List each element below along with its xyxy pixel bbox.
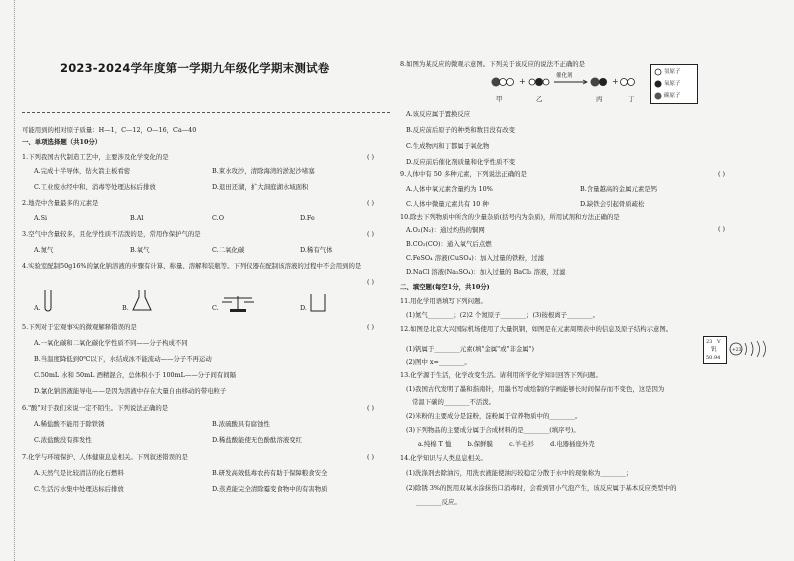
answer-paren: ( ): [367, 453, 375, 461]
option-a: A.完成十半导体，钻火箭主板看密: [34, 167, 131, 175]
molecule-label-3: 丙: [596, 95, 603, 103]
legend-hydrogen: 氢原子: [664, 69, 681, 75]
right-column: [400, 0, 775, 561]
molecule-label-1: 甲: [496, 95, 503, 103]
option-a: A.人体中氧元素含量约为 10%: [406, 185, 493, 193]
divider: [22, 112, 390, 113]
answer-paren: ( ): [367, 323, 375, 331]
option-d: D.稀有气体: [300, 246, 333, 254]
molecule-label-2: 乙: [536, 95, 543, 103]
answer-paren: ( ): [367, 278, 375, 286]
option-b: B.氧气: [130, 246, 150, 254]
left-column: [22, 0, 394, 561]
atom-structure-diagram: [729, 340, 771, 358]
atom-legend: [650, 64, 698, 104]
option-a: A.天然气是比较清洁的化石燃料: [34, 469, 124, 477]
option-b: B.Al: [130, 214, 144, 222]
answer-paren: ( ): [718, 170, 726, 178]
atomic-mass: 可能用到的相对原子质量：H—1，C—12，O—16，Ca—40: [22, 126, 197, 134]
option-c: C.浓盐酸没有挥发性: [34, 436, 92, 444]
beaker-icon: [310, 294, 326, 312]
atomic-number: 23: [706, 339, 713, 345]
option-d: D.缺铁会引起骨质疏松: [580, 200, 645, 208]
option-b: B.研发高效低毒农药有助于保障粮食安全: [212, 469, 328, 477]
option-d: D.退田还湖，扩大洞庭湖水域面积: [212, 183, 309, 191]
answer-paren: ( ): [367, 230, 375, 238]
question-13-part2: (2)米粉的主要成分是淀粉，淀粉属于营养物质中的________。: [406, 412, 582, 420]
svg-text:+: +: [612, 77, 619, 86]
option-a: A.O₂(N₂)：通过灼热的铜网: [406, 226, 485, 234]
balance-scale-icon: [221, 292, 255, 312]
option-d: D.NaCl 溶液(Na₂SO₄)：加入过量的 BaCl₂ 溶液，过滤: [406, 268, 566, 276]
exam-title: 2023-2024学年度第一学期九年级化学期末测试卷: [60, 61, 330, 75]
question-11: 11.用化学用语填写下列问题。: [400, 297, 487, 305]
section-title: 一、单项选择题（共10分）: [22, 138, 102, 146]
option-a: A.该反应属于置换反应: [406, 110, 471, 118]
question-14-part2: (2)除锈 3%的医用双氧水涂抹伤口消毒时，会看到冒小气泡产生，该反应属于基本反应类型中的: [406, 484, 677, 492]
answer-paren: ( ): [367, 153, 375, 161]
option-b: B.当温度降低到0℃以下，水结成冰不能流动——分子不再运动: [34, 355, 212, 363]
option-b: B.: [122, 304, 129, 312]
question-7: 7.化学与环境保护、人体健康息息相关。下列叙述错误的是: [22, 453, 188, 461]
option-d: D.稀盐酸能使无色酚酞溶液变红: [212, 436, 303, 444]
option-d: D.: [300, 304, 307, 312]
element-name: 钒: [711, 347, 717, 353]
question-6: 6."酸"对于我们来说一定不陌生。下列说法正确的是: [22, 404, 169, 412]
option-c: C.50mL 水和 50mL 酒精混合，总体积小于 100mL——分子间有间隔: [34, 371, 237, 379]
answer-paren: ( ): [367, 199, 375, 207]
oxygen-atom-icon: [654, 80, 662, 88]
option-d: D.Fe: [300, 214, 315, 222]
section-title: 二、填空题(每空1分，共10分): [400, 283, 490, 291]
question-13-part3: (3)下列物品的主要成分属于合成材料的是________(填序号)。: [406, 426, 580, 434]
option-c: C.工业废水经中和、消毒等处理达标后排放: [34, 183, 156, 191]
option-a: A.Si: [34, 214, 48, 222]
option-b: B.束水攻沙，清除海湾的淤泥沙堵塞: [212, 167, 315, 175]
option-c: C.FeSO₄ 溶液(CuSO₄)：加入过量的铁粉，过滤: [406, 254, 545, 262]
question-13-part1: (1)我国古代发明了墨和指南针，用墨书写或绘制的字画能够长时间保存而不变色，这是因为: [406, 385, 665, 393]
option-b: B.CO₂(CO)：通入氧气后点燃: [406, 240, 492, 248]
reaction-condition: 催化剂: [556, 73, 573, 79]
periodic-table-cell: [703, 336, 727, 364]
question-13-part1b: 常温下碳的________不活泼。: [412, 398, 496, 406]
hydrogen-atom-icon: [654, 68, 662, 76]
option-a: A.: [34, 304, 41, 312]
legend-oxygen: 氧原子: [664, 81, 681, 87]
question-2: 2.地壳中含量最多的元素是: [22, 199, 99, 207]
question-4: 4.实验室配制50g16%的氯化钠溶液的步骤有计算、称量、溶解和装瓶等。下列仪器在配制该溶液的过程中不会用到的是: [22, 262, 362, 270]
option-d: D.蒸煮能完全清除霉变食物中的有害物质: [212, 485, 328, 493]
svg-text:+: +: [519, 77, 526, 86]
question-14: 14.化学知识与人类息息相关。: [400, 454, 487, 462]
option-d: D.氯化钠溶液能导电——是因为溶液中存在大量自由移动的带电粒子: [34, 387, 227, 395]
option-b: B.反应前后原子的种类和数目没有改变: [406, 126, 515, 134]
option-c: C.生活污水集中处理达标后排放: [34, 485, 124, 493]
question-10: 10.除去下列物质中所含的少量杂质(括号内为杂质)，所用试剂和方法正确的是: [400, 213, 620, 221]
answer-paren: ( ): [718, 225, 726, 233]
question-14-part2b: ________反应。: [416, 498, 461, 506]
question-5: 5.下列对于宏观事实的微观解释错误的是: [22, 323, 137, 331]
option-d: D.反应前后催化剂质量和化学性质不变: [406, 158, 516, 166]
option-c: C.人体中微量元素共有 10 种: [406, 200, 489, 208]
question-1: 1.下列我国古代制造工艺中，主要涉及化学变化的是: [22, 153, 169, 161]
carbon-atom-icon: [654, 92, 662, 100]
option-c: C.二氧化碳: [212, 246, 245, 254]
question-8: 8.如图为某反应的微观示意图。下列关于该反应的说法不正确的是: [400, 60, 586, 68]
option-c: C.O: [212, 214, 224, 222]
question-13-options: a.纯棉 T 恤 b.保鲜膜 c.羊毛衫 d.电器插座外壳: [418, 440, 595, 448]
option-a: A.一氧化碳和二氧化碳化学性质不同——分子构成不同: [34, 339, 188, 347]
conical-flask-icon: [132, 290, 152, 312]
binding-line: [6, 0, 15, 561]
option-b: B.含量越高的金属元素是钙: [580, 185, 658, 193]
question-14-part1: (1)洗涤剂去除油污，用洗衣液能使油污较稳定分散于水中的现象称为________；: [406, 469, 633, 477]
option-b: B.浓硫酸具有腐蚀性: [212, 420, 270, 428]
svg-text:+23: +23: [732, 348, 742, 353]
question-9: 9.人体中有 50 多种元素，下列说法正确的是: [400, 170, 527, 178]
legend-carbon: 碳原子: [664, 93, 681, 99]
question-3: 3.空气中含量较多，且化学性质不活泼的是，常用作保护气的是: [22, 230, 201, 238]
question-12: 12.如图是北京大兴国际机场使用了大量钒钢，如图是在元素周期表中的信息及原子结构示意图。: [400, 325, 673, 333]
question-12-part1: (1)钒属于________元素(填"金属"或"非金属"): [406, 345, 535, 353]
option-a: A.稀盐酸不能用于除铁锈: [34, 420, 105, 428]
option-a: A.氮气: [34, 246, 54, 254]
question-12-part2: (2)图中 x=________。: [406, 358, 471, 366]
answer-paren: ( ): [367, 404, 375, 412]
test-tube-icon: [44, 290, 52, 312]
question-11-blanks: (1)氮气________；(2)2 个氮原子________；(3)铵根离子________。: [406, 311, 600, 319]
option-c: C.: [212, 304, 219, 312]
element-symbol: V: [717, 339, 721, 345]
question-13: 13.化学源于生活，化学改变生活。请利用所学化学知识回答下列问题。: [400, 371, 602, 379]
atomic-mass: 50.94: [706, 355, 721, 361]
option-c: C.生成物丙和丁都属于氧化物: [406, 142, 490, 150]
molecule-label-4: 丁: [628, 95, 635, 103]
